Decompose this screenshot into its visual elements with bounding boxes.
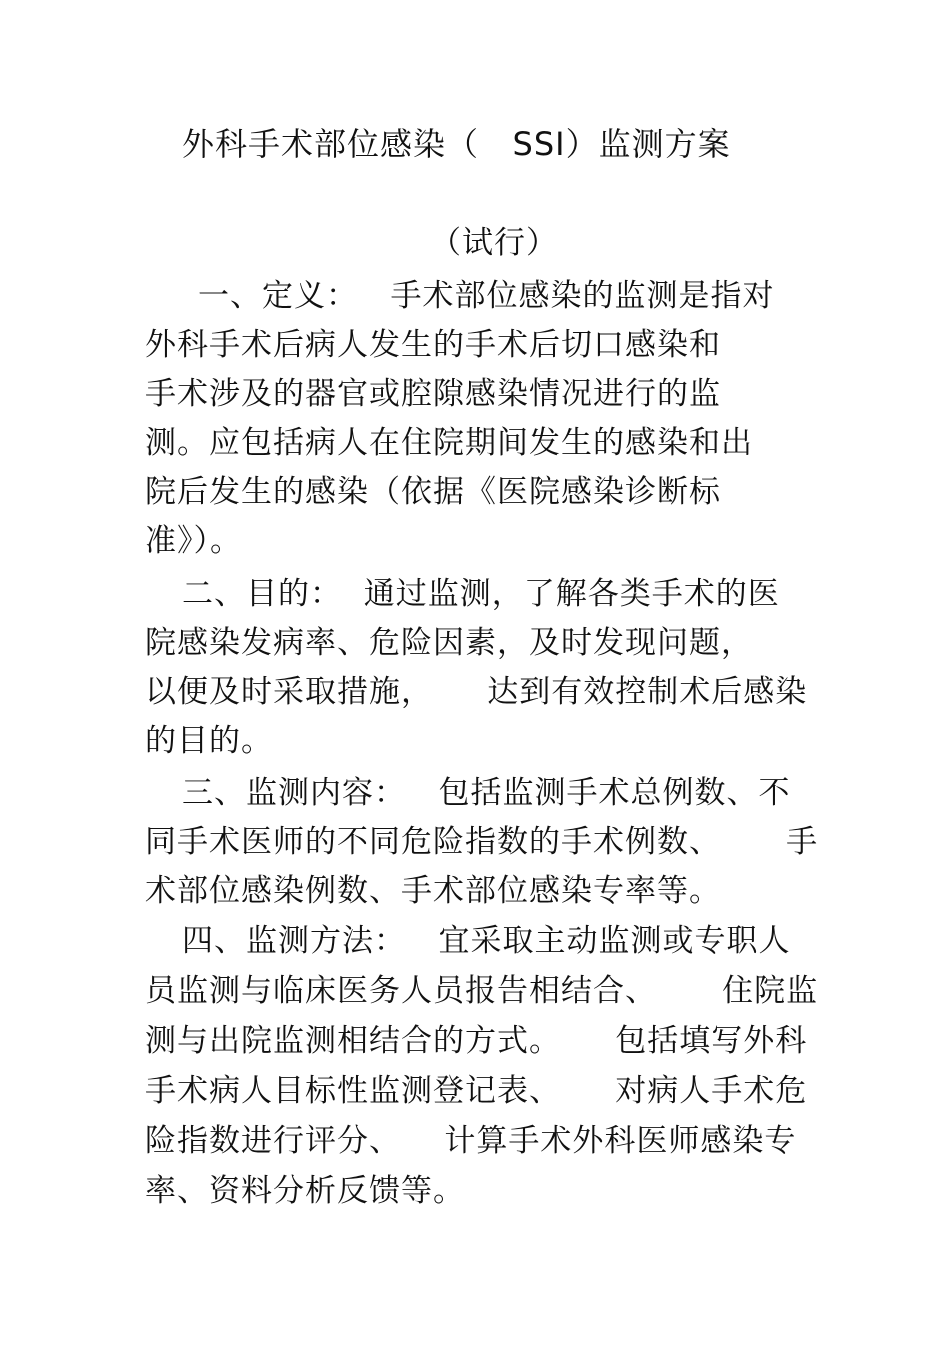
paragraph-line: 测。应包括病人在住院期间发生的感染和出 (145, 425, 753, 461)
section-2-heading-line: 二、目的： 通过监测，了解各类手术的医 (182, 576, 780, 612)
paragraph-line: 院后发生的感染（依据《医院感染诊断标 (145, 474, 721, 510)
paragraph-line: 率、资料分析反馈等。 (145, 1173, 465, 1209)
section-1-heading-line: 一、定义： 手术部位感染的监测是指对 (198, 278, 775, 314)
paragraph-line: 测与出院监测相结合的方式。 包括填写外科 (145, 1023, 808, 1059)
paragraph-line: 手术涉及的器官或腔隙感染情况进行的监 (145, 376, 721, 412)
paragraph-line: 员监测与临床医务人员报告相结合、 住院监 (145, 973, 819, 1009)
paragraph-line: 同手术医师的不同危险指数的手术例数、 手 (145, 824, 819, 860)
paragraph-line: 手术病人目标性监测登记表、 对病人手术危 (145, 1073, 808, 1109)
paragraph-line: 准》）。 (145, 523, 242, 559)
paragraph-line: 以便及时采取措施， 达到有效控制术后感染 (145, 674, 808, 710)
section-4-heading-line: 四、监测方法： 宜采取主动监测或专职人 (182, 923, 791, 959)
document-subtitle: （试行） (430, 225, 558, 261)
paragraph-line: 险指数进行评分、 计算手术外科医师感染专 (145, 1123, 797, 1159)
paragraph-line: 术部位感染例数、手术部位感染专率等。 (145, 873, 721, 909)
paragraph-line: 院感染发病率、危险因素，及时发现问题， (145, 625, 753, 661)
section-3-heading-line: 三、监测内容： 包括监测手术总例数、不 (182, 775, 791, 811)
paragraph-line: 的目的。 (145, 723, 273, 759)
paragraph-line: 外科手术后病人发生的手术后切口感染和 (145, 327, 721, 363)
document-title: 外科手术部位感染（ SSI）监测方案 (182, 125, 731, 163)
